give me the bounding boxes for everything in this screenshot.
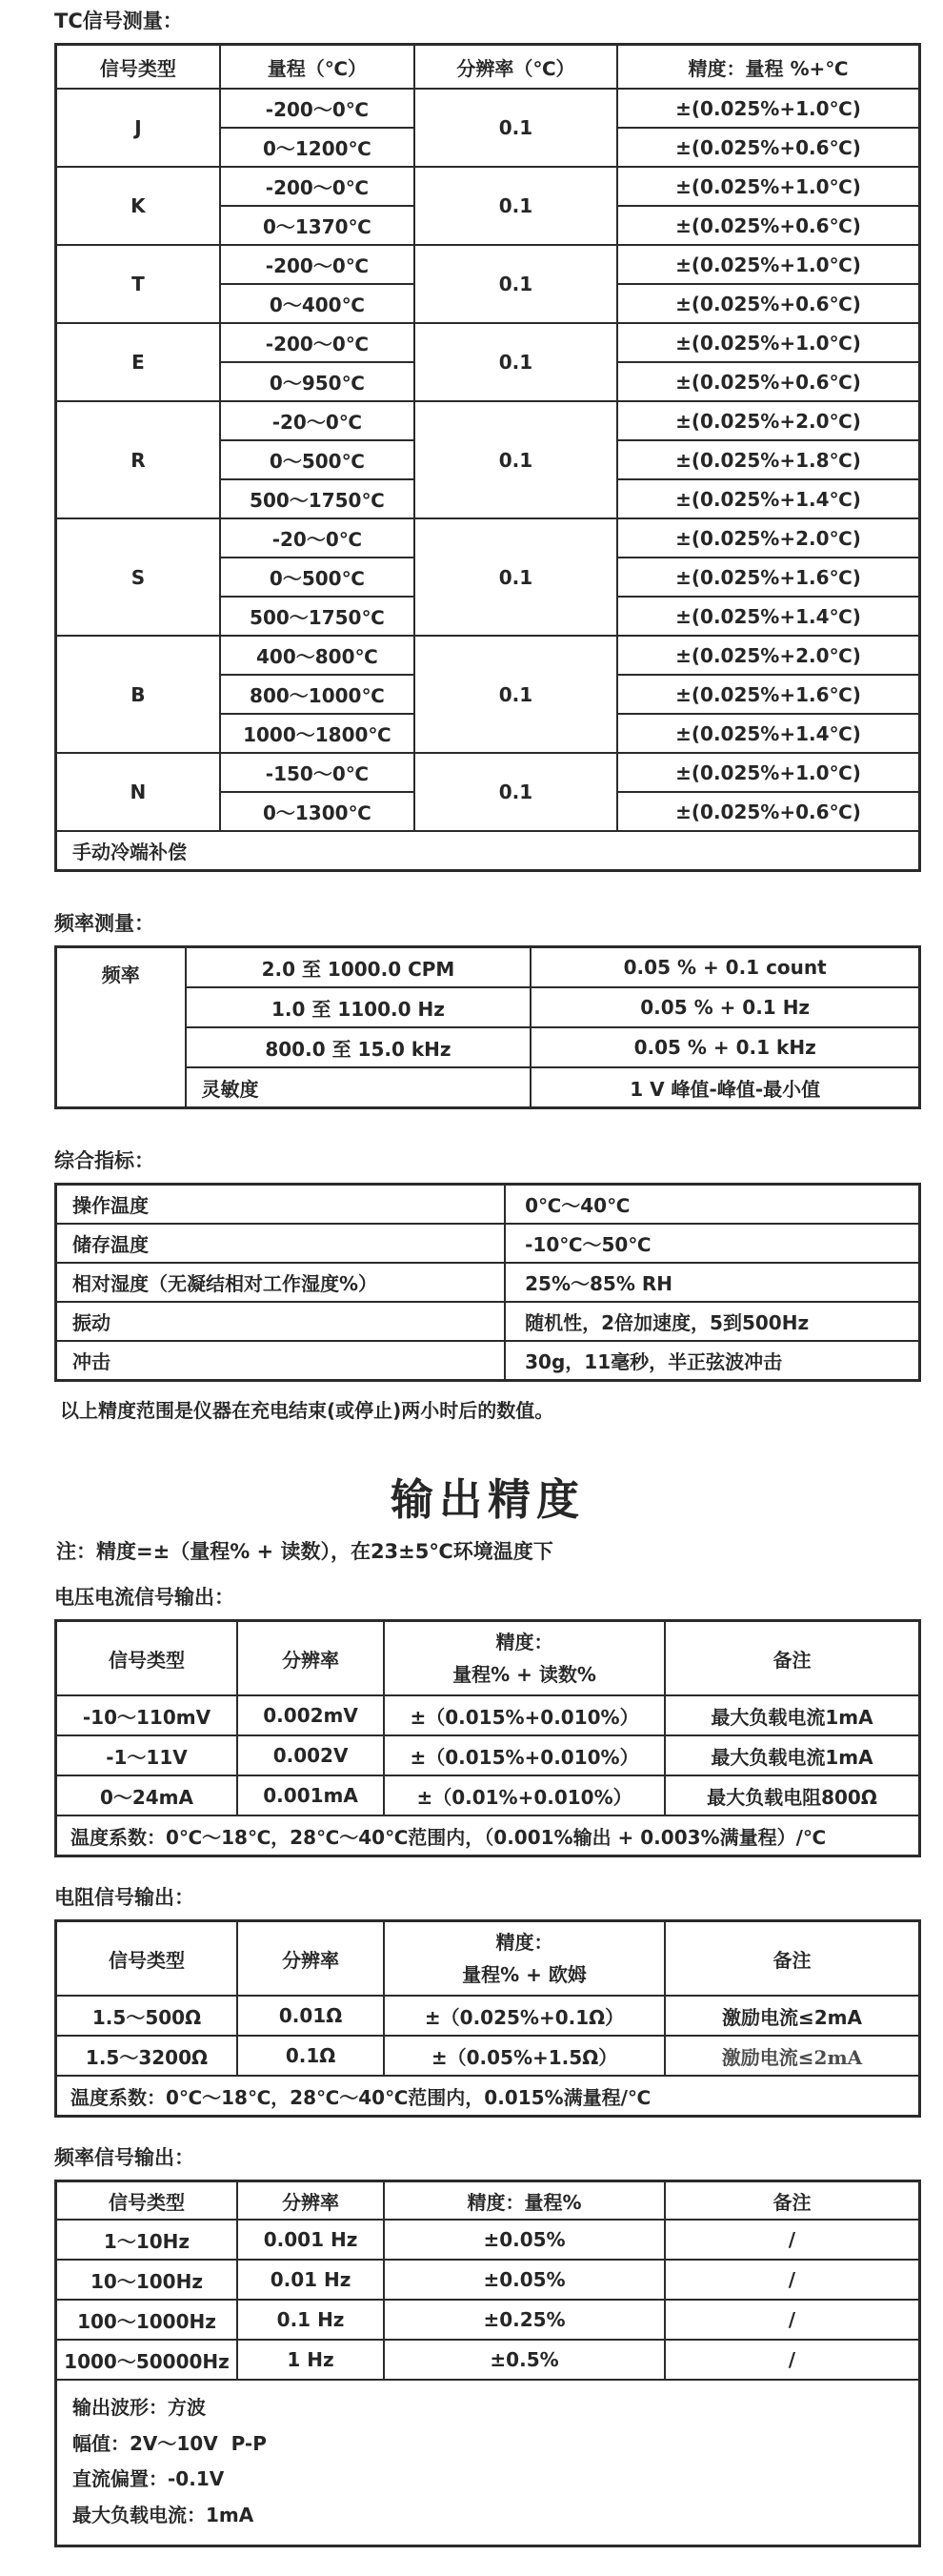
- table-row: [56, 1341, 920, 1381]
- accuracy-cell: ±(0.025%+0.6℃): [617, 128, 919, 167]
- signal-type-cell: T: [56, 245, 220, 323]
- range-cell: 800.0 至 15.0 kHz: [186, 1027, 532, 1067]
- table-row: [56, 753, 920, 792]
- frequency-measurement-label: 频率测量：: [54, 912, 154, 935]
- header-accuracy-line2: 量程% + 欧姆: [462, 1963, 587, 1986]
- accuracy-cell: 0.05 % + 0.1 kHz: [531, 1027, 919, 1067]
- header-remark: 备注: [665, 1621, 920, 1696]
- table-footer-row: [56, 2380, 920, 2546]
- spec-value-cell: 25%～85% RH: [505, 1263, 919, 1302]
- range-cell: 500～1750℃: [220, 479, 414, 518]
- table-row: [56, 636, 920, 675]
- header-signal-type: 信号类型: [56, 2181, 237, 2221]
- table-row: [56, 2036, 920, 2076]
- output-accuracy-title: 输出精度: [390, 1474, 585, 1525]
- output-accuracy-note: 注：精度=±（量程% + 读数），在23±5℃环境温度下: [56, 1540, 553, 1563]
- signal-type-cell: 1000～50000Hz: [56, 2340, 237, 2380]
- remark-cell: 最大负载电阻800Ω: [665, 1775, 920, 1815]
- range-cell: 1.0 至 1100.0 Hz: [186, 987, 532, 1027]
- accuracy-cell: ±0.5%: [384, 2340, 665, 2380]
- table-row: [56, 2300, 920, 2340]
- spec-value-cell: 随机性，2倍加速度，5到500Hz: [505, 1302, 919, 1341]
- table-row: [56, 1027, 920, 1067]
- resolution-cell: 0.1: [414, 167, 617, 245]
- remark-cell: 激励电流≤2mA: [665, 1996, 920, 2036]
- remark-cell: /: [665, 2260, 920, 2300]
- range-cell: 0～950℃: [220, 362, 414, 401]
- signal-type-cell: 0～24mA: [56, 1775, 237, 1815]
- amplitude-line: 幅值：2V～10V P-P: [72, 2431, 267, 2455]
- signal-type-cell: R: [56, 401, 220, 518]
- resolution-cell: 0.1: [414, 245, 617, 323]
- table-row: [56, 1996, 920, 2036]
- resolution-cell: 0.1: [414, 518, 617, 636]
- voltage-current-output-table: [54, 1619, 921, 1857]
- accuracy-cell: ±0.25%: [384, 2300, 665, 2340]
- resolution-cell: 0.1: [414, 401, 617, 518]
- accuracy-cell: ±(0.025%+1.0℃): [617, 753, 919, 792]
- tc-header-row: [56, 45, 920, 90]
- signal-type-cell: 1～10Hz: [56, 2220, 237, 2260]
- resolution-cell: 0.01Ω: [237, 1996, 384, 2036]
- remark-cell: 最大负载电流1mA: [665, 1735, 920, 1775]
- table-row: [56, 1735, 920, 1775]
- spec-value-cell: 30g，11毫秒，半正弦波冲击: [505, 1341, 919, 1381]
- accuracy-cell: ±0.05%: [384, 2220, 665, 2260]
- accuracy-cell: ±(0.025%+1.0℃): [617, 245, 919, 284]
- resolution-cell: 0.01 Hz: [237, 2260, 384, 2300]
- range-cell: -200～0℃: [220, 167, 414, 206]
- resolution-cell: 0.002mV: [237, 1695, 384, 1735]
- resolution-cell: 0.1: [414, 89, 617, 167]
- remark-cell: /: [665, 2220, 920, 2260]
- range-cell: 1000～1800℃: [220, 714, 414, 753]
- header-resolution: 分辨率: [237, 1621, 384, 1696]
- sensitivity-value-cell: 1 V 峰值-峰值-最小值: [531, 1067, 919, 1108]
- range-cell: 0～500℃: [220, 440, 414, 479]
- accuracy-cell: ±(0.025%+1.0℃): [617, 323, 919, 362]
- table-footer-row: [56, 1815, 920, 1856]
- table-header-row: [56, 1621, 920, 1696]
- accuracy-cell: ±(0.025%+2.0℃): [617, 518, 919, 558]
- frequency-output-label: 频率信号输出：: [54, 2146, 194, 2169]
- resolution-cell: 0.1Ω: [237, 2036, 384, 2076]
- accuracy-cell: ±（0.025%+0.1Ω）: [384, 1996, 665, 2036]
- signal-type-cell: K: [56, 167, 220, 245]
- accuracy-cell: ±(0.025%+1.6℃): [617, 558, 919, 597]
- signal-type-cell: 10～100Hz: [56, 2260, 237, 2300]
- frequency-row-label-cell: 频率: [56, 947, 186, 1108]
- table-row: [56, 947, 920, 988]
- signal-type-cell: 1.5～500Ω: [56, 1996, 237, 2036]
- accuracy-cell: ±(0.025%+1.6℃): [617, 675, 919, 714]
- accuracy-range-note: 以上精度范围是仪器在充电结束(或停止)两小时后的数值。: [60, 1399, 554, 1422]
- resolution-cell: 1 Hz: [237, 2340, 384, 2380]
- accuracy-cell: ±(0.025%+0.6℃): [617, 792, 919, 831]
- range-cell: 0～400℃: [220, 284, 414, 323]
- spec-value-cell: -10℃～50℃: [505, 1224, 919, 1263]
- table-row: [56, 1775, 920, 1815]
- table-row: [56, 1067, 920, 1108]
- range-cell: 0～500℃: [220, 558, 414, 597]
- accuracy-cell: ±(0.025%+1.4℃): [617, 714, 919, 753]
- accuracy-cell: ±（0.015%+0.010%）: [384, 1735, 665, 1775]
- resolution-cell: 0.001mA: [237, 1775, 384, 1815]
- resolution-cell: 0.1: [414, 636, 617, 753]
- accuracy-cell: ±(0.025%+0.6℃): [617, 284, 919, 323]
- spec-name-cell: 操作温度: [56, 1185, 506, 1225]
- temperature-coefficient-note: 温度系数：0℃～18℃，28℃～40℃范围内，0.015%满量程/℃: [56, 2076, 920, 2117]
- spec-name-cell: 振动: [56, 1302, 506, 1341]
- header-resolution: 分辨率: [237, 2181, 384, 2221]
- range-cell: 400～800℃: [220, 636, 414, 675]
- header-accuracy-line2: 量程% + 读数%: [452, 1663, 596, 1686]
- header-remark: 备注: [665, 2181, 920, 2221]
- accuracy-cell: 0.05 % + 0.1 count: [531, 947, 919, 988]
- table-row: [56, 2220, 920, 2260]
- table-header-row: [56, 2181, 920, 2221]
- resolution-cell: 0.001 Hz: [237, 2220, 384, 2260]
- remark-cell: 激励电流≤2mA: [665, 2036, 920, 2076]
- remark-cell: 最大负载电流1mA: [665, 1695, 920, 1735]
- accuracy-cell: ±(0.025%+1.0℃): [617, 167, 919, 206]
- table-row: [56, 167, 920, 206]
- tc-header-range: 量程（℃）: [220, 45, 414, 90]
- tc-header-accuracy: 精度：量程 %+℃: [617, 45, 919, 90]
- table-row: [56, 2260, 920, 2300]
- signal-type-cell: N: [56, 753, 220, 831]
- table-row: [56, 245, 920, 284]
- table-row: [56, 987, 920, 1027]
- table-row: [56, 2340, 920, 2380]
- table-row: [56, 518, 920, 558]
- resistance-output-label: 电阻信号输出：: [54, 1886, 194, 1909]
- table-row: [56, 1263, 920, 1302]
- header-accuracy-line1: 精度：: [495, 1631, 553, 1653]
- header-accuracy: [384, 1921, 665, 1997]
- manual-cold-junction-row: [56, 831, 920, 871]
- resolution-cell: 0.002V: [237, 1735, 384, 1775]
- manual-cold-junction-cell: 手动冷端补偿: [56, 831, 920, 871]
- accuracy-cell: ±(0.025%+1.4℃): [617, 479, 919, 518]
- header-remark: 备注: [665, 1921, 920, 1997]
- accuracy-cell: ±(0.025%+2.0℃): [617, 401, 919, 440]
- table-row: [56, 1302, 920, 1341]
- header-accuracy: [384, 1621, 665, 1696]
- spec-name-cell: 储存温度: [56, 1224, 506, 1263]
- table-footer-row: [56, 2076, 920, 2117]
- resolution-cell: 0.1: [414, 323, 617, 401]
- range-cell: 0～1200℃: [220, 128, 414, 167]
- waveform-line: 输出波形：方波: [72, 2396, 206, 2419]
- range-cell: 0～1300℃: [220, 792, 414, 831]
- table-row: [56, 1695, 920, 1735]
- range-cell: -200～0℃: [220, 323, 414, 362]
- accuracy-cell: 0.05 % + 0.1 Hz: [531, 987, 919, 1027]
- accuracy-cell: ±(0.025%+2.0℃): [617, 636, 919, 675]
- range-cell: 500～1750℃: [220, 597, 414, 636]
- table-row: [56, 1224, 920, 1263]
- accuracy-cell: ±(0.025%+1.4℃): [617, 597, 919, 636]
- remark-cell: /: [665, 2300, 920, 2340]
- signal-type-cell: J: [56, 89, 220, 167]
- frequency-measurement-table: [54, 945, 921, 1109]
- range-cell: 800～1000℃: [220, 675, 414, 714]
- range-cell: -20～0℃: [220, 401, 414, 440]
- tc-header-signal-type: 信号类型: [56, 45, 220, 90]
- frequency-output-table: [54, 2180, 921, 2547]
- voltage-current-output-label: 电压电流信号输出：: [54, 1586, 234, 1609]
- range-cell: -150～0℃: [220, 753, 414, 792]
- accuracy-cell: ±0.05%: [384, 2260, 665, 2300]
- tc-header-resolution: 分辨率（℃）: [414, 45, 617, 90]
- general-indicators-label: 综合指标：: [54, 1149, 154, 1172]
- resolution-cell: 0.1 Hz: [237, 2300, 384, 2340]
- range-cell: 2.0 至 1000.0 CPM: [186, 947, 532, 988]
- signal-type-cell: B: [56, 636, 220, 753]
- dc-offset-line: 直流偏置：-0.1V: [72, 2467, 225, 2491]
- spec-name-cell: 相对湿度（无凝结相对工作湿度%）: [56, 1263, 506, 1302]
- accuracy-cell: ±(0.025%+0.6℃): [617, 206, 919, 245]
- remark-cell: /: [665, 2340, 920, 2380]
- spec-name-cell: 冲击: [56, 1341, 506, 1381]
- range-cell: 0～1370℃: [220, 206, 414, 245]
- accuracy-cell: ±(0.025%+1.0℃): [617, 89, 919, 128]
- header-signal-type: 信号类型: [56, 1621, 237, 1696]
- resistance-output-table: [54, 1919, 921, 2118]
- tc-measurement-table: [54, 43, 921, 872]
- table-row: [56, 89, 920, 128]
- table-row: [56, 1185, 920, 1225]
- resolution-cell: 0.1: [414, 753, 617, 831]
- header-resolution: 分辨率: [237, 1921, 384, 1997]
- signal-type-cell: -1～11V: [56, 1735, 237, 1775]
- signal-type-cell: 100～1000Hz: [56, 2300, 237, 2340]
- range-cell: -20～0℃: [220, 518, 414, 558]
- spec-value-cell: 0℃～40℃: [505, 1185, 919, 1225]
- accuracy-cell: ±(0.025%+0.6℃): [617, 362, 919, 401]
- signal-type-cell: 1.5～3200Ω: [56, 2036, 237, 2076]
- max-load-current-line: 最大负载电流：1mA: [72, 2503, 254, 2526]
- tc-measurement-label: TC信号测量：: [54, 10, 183, 32]
- signal-type-cell: S: [56, 518, 220, 636]
- sensitivity-label-cell: 灵敏度: [186, 1067, 532, 1108]
- temperature-coefficient-note: 温度系数：0℃～18℃，28℃～40℃范围内，（0.001%输出 + 0.003%满量程）/℃: [56, 1815, 920, 1856]
- header-signal-type: 信号类型: [56, 1921, 237, 1997]
- table-row: [56, 323, 920, 362]
- signal-type-cell: E: [56, 323, 220, 401]
- table-header-row: [56, 1921, 920, 1997]
- accuracy-cell: ±(0.025%+1.8℃): [617, 440, 919, 479]
- accuracy-cell: ±（0.05%+1.5Ω）: [384, 2036, 665, 2076]
- signal-type-cell: -10～110mV: [56, 1695, 237, 1735]
- table-row: [56, 401, 920, 440]
- accuracy-cell: ±（0.01%+0.010%）: [384, 1775, 665, 1815]
- general-indicators-table: [54, 1183, 921, 1382]
- accuracy-cell: ±（0.015%+0.010%）: [384, 1695, 665, 1735]
- header-accuracy: 精度：量程%: [384, 2181, 665, 2221]
- range-cell: -200～0℃: [220, 89, 414, 128]
- output-waveform-notes: [56, 2380, 920, 2546]
- range-cell: -200～0℃: [220, 245, 414, 284]
- header-accuracy-line1: 精度：: [495, 1931, 553, 1954]
